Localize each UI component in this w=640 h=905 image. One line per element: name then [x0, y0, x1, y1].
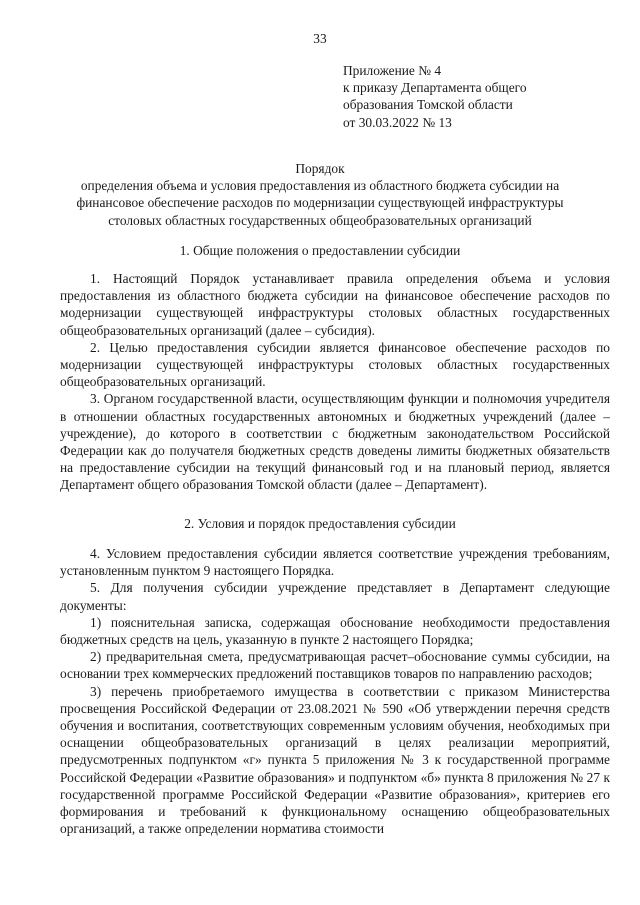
appendix-line: образования Томской области [343, 97, 513, 113]
paragraph: 1. Настоящий Порядок устанавливает правила определения объема и условия предоставления из областного бюджета субсидии на финансовое обеспечение расходов по модернизации существующей инфраструктуры столовых областных государственных общеобразовательных организаций (далее – субсидия). [60, 271, 610, 338]
section-1-body [60, 270, 610, 494]
title-line: финансовое обеспечение расходов по модернизации существующей инфраструктуры [76, 195, 564, 211]
page-number: 33 [313, 31, 327, 46]
title-line: определения объема и условия предоставления из областного бюджета субсидии на [80, 178, 560, 194]
title-heading: Порядок [295, 161, 345, 176]
section-2-heading: 2. Условия и порядок предоставления субсидии [184, 516, 456, 531]
paragraph: 2. Целью предоставления субсидии является финансовое обеспечение расходов по модернизации существующей инфраструктуры столовых областных государственных общеобразовательных организаций. [60, 339, 610, 390]
paragraph: 3. Органом государственной власти, осуществляющим функции и полномочия учредителя в отношении областных государственных автономных и бюджетных учреждений (далее – учреждение), до которого в соответствии с бюджетным законодательством Российской Федерации как до получателя бюджетных средств доведены лимиты бюджетных обязательств на предоставление субсидии на текущий финансовый год и на плановый период, является Департамент общего образования Томской области (далее – Департамент). [60, 391, 610, 493]
paragraph: 2) предварительная смета, предусматривающая расчет–обоснование суммы субсидии, на основании трех коммерческих предложений поставщиков товаров по направлению расходов; [60, 649, 610, 682]
section-2-body [60, 545, 610, 837]
paragraph: 1) пояснительная записка, содержащая обоснование необходимости предоставления бюджетных средств на цель, указанную в пункте 2 настоящего Порядка; [60, 614, 610, 648]
paragraph: 4. Условием предоставления субсидии является соответствие учреждения требованиям, установленным пунктом 9 настоящего Порядка. [60, 546, 610, 579]
appendix-line: от 30.03.2022 № 13 [343, 114, 452, 130]
title-line: столовых областных государственных общеобразовательных организаций [108, 212, 532, 228]
document-title [60, 160, 580, 229]
appendix-line: к приказу Департамента общего [343, 80, 527, 96]
section-1-heading: 1. Общие положения о предоставлении субсидии [179, 243, 461, 258]
paragraph: 3) перечень приобретаемого имущества в соответствии с приказом Министерства просвещения Российской Федерации от 23.08.2021 № 590 «Об утверждении перечня средств обучения и воспитания, соответствующих современным условиям обучения, необходимых при оснащении общеобразовательных организаций в целях реализации мероприятий, предусмотренных подпунктом «г» пункта 5 приложения № 3 к государственной программе Российской Федерации «Развитие образования» и подпунктом «б» пункта 8 приложения № 27 к государственной программе Российской Федерации «Развитие образования», критериев его формирования и требований к функциональному оснащению общеобразовательных организаций, а также определении норматива стоимости [60, 683, 610, 837]
paragraph: 5. Для получения субсидии учреждение представляет в Департамент следующие документы: [60, 580, 610, 613]
appendix-header [343, 62, 623, 131]
appendix-line: Приложение № 4 [343, 63, 442, 78]
